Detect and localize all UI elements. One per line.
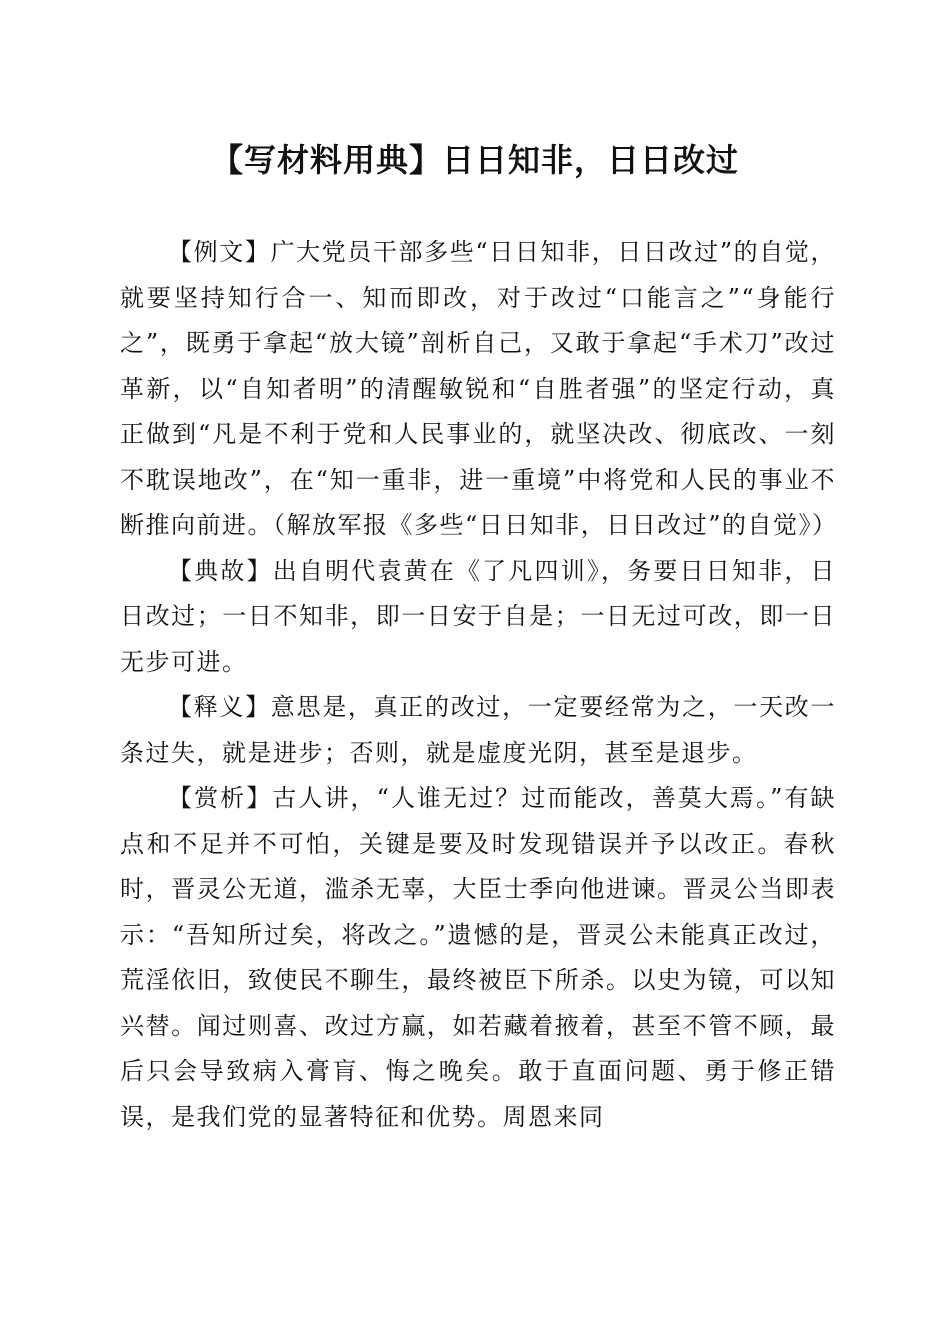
paragraph-example: 【例文】广大党员干部多些“日日知非，日日改过”的自觉，就要坚持知行合一、知而即改，对于改过“口能言之”“身能行之”，既勇于拿起“放大镜”剖析自己，又敢于拿起“手术刀”改过革新，以“自知者明”的清醒敏锐和“自胜者强”的坚定行动，真正做到“凡是不利于党和人民事业的，就坚决改、彻底改、一刻不耽误地改”，在“知一重非，进一重境”中将党和人民的事业不断推向前进。（解放军报《多些“日日知非，日日改过”的自觉》） bbox=[120, 238, 838, 539]
paragraph-appreciation: 【赏析】古人讲，“人谁无过？过而能改，善莫大焉。”有缺点和不足并不可怕，关键是要及时发现错误并予以改正。春秋时，晋灵公无道，滥杀无辜，大臣士季向他进谏。晋灵公当即表示：“吾知所过矣，将改之。”遗憾的是，晋灵公未能真正改过，荒淫依旧，致使民不聊生，最终被臣下所杀。以史为镜，可以知兴替。闻过则喜、改过方赢，如若藏着掖着，甚至不管不顾，最后只会导致病入膏肓、悔之晚矣。敢于直面问题、勇于修正错误，是我们党的显著特征和优势。周恩来同 bbox=[120, 784, 836, 1131]
paragraph-allusion: 【典故】出自明代袁黄在《了凡四训》，务要日日知非，日日改过；一日不知非，即一日安于自是；一日无过可改，即一日无步可进。 bbox=[120, 556, 836, 676]
paragraph-meaning: 【释义】意思是，真正的改过，一定要经常为之，一天改一条过失，就是进步；否则，就是虚度光阴，甚至是退步。 bbox=[120, 693, 836, 767]
document-body bbox=[120, 230, 836, 1140]
document-title: 【写材料用典】日日知非，日日改过 bbox=[210, 141, 739, 179]
